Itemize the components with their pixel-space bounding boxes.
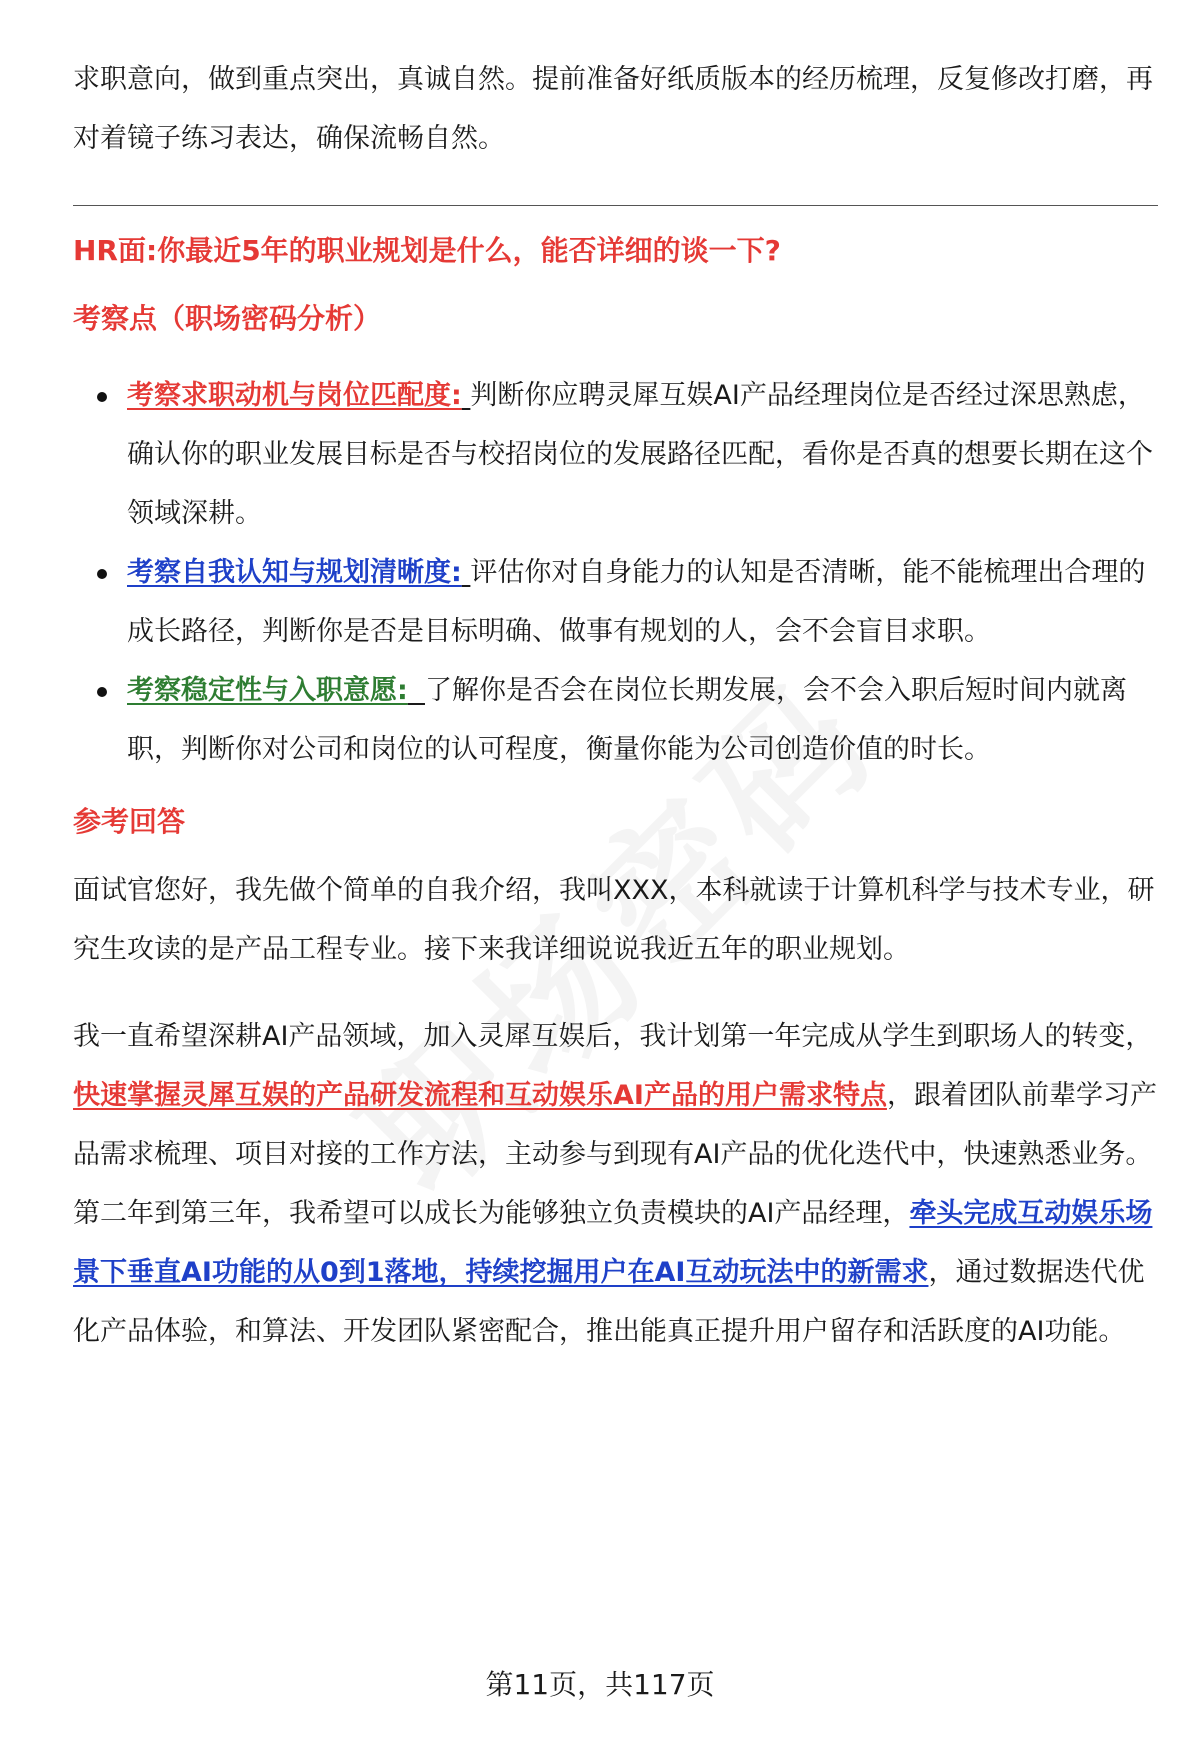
exam-point-label-gap	[408, 675, 425, 706]
exam-point-text: 评估你对自身能力的认知是否清晰，能不能梳理出合理的成长路径，判断你是否是目标明确、做事有规划的人，会不会盲目求职。	[127, 557, 1146, 647]
reference-paragraph-3	[73, 1184, 1158, 1361]
reference-paragraph-1: 面试官您好，我先做个简单的自我介绍，我叫XXX，本科就读于计算机科学与技术专业，研究生攻读的是产品工程专业。接下来我详细说说我近五年的职业规划。	[73, 875, 1155, 965]
exam-point-item	[73, 661, 1158, 779]
exam-point-item	[73, 366, 1158, 543]
exam-point-label: 考察求职动机与岗位匹配度:	[127, 380, 462, 411]
reference-p3-pre: 第二年到第三年，我希望可以成长为能够独立负责模块的AI产品经理，	[73, 1198, 910, 1229]
intro-paragraph: 求职意向，做到重点突出，真诚自然。提前准备好纸质版本的经历梳理，反复修改打磨，再对着镜子练习表达，确保流畅自然。	[73, 64, 1153, 154]
bullet-dot-icon	[97, 687, 107, 697]
exam-point-item	[73, 543, 1158, 661]
bullet-dot-icon	[97, 392, 107, 402]
exam-points-list	[73, 366, 1158, 779]
question-title: HR面:你最近5年的职业规划是什么，能否详细的谈一下?	[73, 234, 781, 267]
reference-p2-pre: 我一直希望深耕AI产品领域，加入灵犀互娱后，我计划第一年完成从学生到职场人的转变，	[73, 1021, 1153, 1052]
exam-points-heading: 考察点（职场密码分析）	[73, 302, 382, 335]
bullet-dot-icon	[97, 569, 107, 579]
reference-heading: 参考回答	[73, 805, 186, 838]
exam-point-text: 判断你应聘灵犀互娱AI产品经理岗位是否经过深思熟虑，确认你的职业发展目标是否与校招岗位的发展路径匹配，看你是否真的想要长期在这个领域深耕。	[127, 380, 1153, 529]
reference-p2-highlight: 快速掌握灵犀互娱的产品研发流程和互动娱乐AI产品的用户需求特点	[73, 1080, 887, 1111]
reference-paragraph-2	[73, 1007, 1158, 1184]
reference-p3-highlight: 牵头完成互动娱乐场景下垂直AI功能的从0到1落地，持续挖掘用户在AI互动玩法中的新需求	[73, 1198, 1153, 1288]
exam-point-text: 了解你是否会在岗位长期发展，会不会入职后短时间内就离职，判断你对公司和岗位的认可程度，衡量你能为公司创造价值的时长。	[127, 675, 1127, 765]
section-divider	[73, 205, 1158, 206]
page-number: 第11页，共117页	[485, 1668, 715, 1701]
document-body	[73, 50, 1158, 1361]
reference-p2-post: ，跟着团队前辈学习产品需求梳理、项目对接的工作方法，主动参与到现有AI产品的优化迭代中，快速熟悉业务。	[73, 1080, 1157, 1170]
exam-point-label: 考察自我认知与规划清晰度:	[127, 557, 462, 588]
exam-point-label: 考察稳定性与入职意愿:	[127, 675, 408, 706]
reference-p3-post: ，通过数据迭代优化产品体验，和算法、开发团队紧密配合，推出能真正提升用户留存和活跃度的AI功能。	[73, 1257, 1145, 1347]
